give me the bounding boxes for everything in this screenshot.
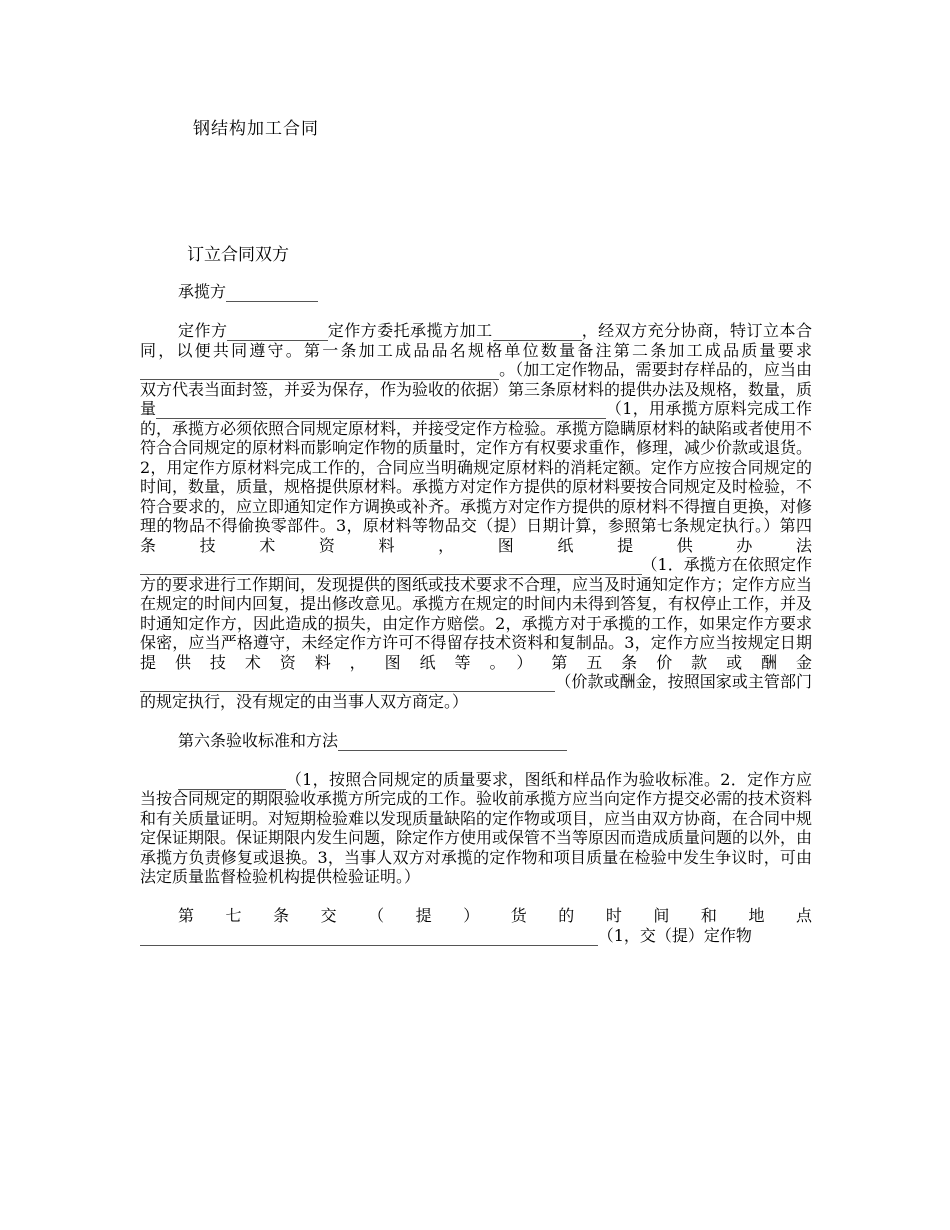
material-blank <box>156 399 606 419</box>
article-7-blank <box>140 926 598 946</box>
article-6-line <box>140 731 812 751</box>
clause-text-3: （1，用承揽方原料完成工作的，承揽方必须依照合同规定原材料，并接受定作方检验。承揽方隐瞒原材料的缺陷或者使用不符合合同规定的原材料而影响定作物的质量时，定作方有权要求重作，修理，减少价款或退货。2，用定作方原材料完成工作的，合同应当明确规定原材料的消耗定额。定作方应按合同规定的时间，数量，质量，规格提供原材料。承揽方对定作方提供的原材料要按合同规定及时检验，不符合要求的，应立即通知定作方调换或补齐。承揽方对定作方提供的原材料不得擅自更换，对修理的物品不得偷换零部件。3，原材料等物品交（提）日期计算，参照第七条规定执行。）第四条技术资料，图纸提供办法 <box>140 399 813 555</box>
entrust-text: 定作方委托承揽方加工 <box>327 321 493 340</box>
article-6-blank <box>338 731 567 751</box>
contractor-label: 承揽方 <box>178 282 227 301</box>
item-blank <box>493 321 582 341</box>
clause-text-5: （价款或酬金，按照国家或主管部门的规定执行，没有规定的由当事人双方商定。） <box>140 672 812 711</box>
article-6-label: 第六条验收标准和方法 <box>178 730 339 750</box>
article-6-blank-2 <box>178 770 286 790</box>
quality-blank <box>140 360 499 380</box>
article-7-text: （1，交（提）定作物 <box>597 925 752 945</box>
price-blank <box>140 672 555 692</box>
client-label: 定作方 <box>178 321 228 340</box>
drawings-blank <box>140 555 642 575</box>
paragraph-main <box>140 321 812 711</box>
article-6-paragraph <box>140 770 812 887</box>
clause-text-4: （1．承揽方在依照定作方的要求进行工作期间，发现提供的图纸或技术要求不合理，应当及时通知定作方；定作方应当在规定的时间内回复，提出修改意见。承揽方在规定的时间内未得到答复，有权停止工作，并及时通知定作方，因此造成的损失，由定作方赔偿。2，承揽方对于承揽的工作，如果定作方要求保密，应当严格遵守，未经定作方许可不得留存技术资料和复制品。3，定作方应当按规定日期提供技术资料，图纸等。）第五条价款或酬金 <box>140 555 813 672</box>
clause-text-2: 。（加工定作物品，需要封存样品的，应当由双方代表当面封签，并妥为保存，作为验收的依据）第三条原材料的提供办法及规格，数量，质量 <box>140 360 813 418</box>
client-blank <box>227 321 327 341</box>
contractor-blank <box>226 282 318 302</box>
article-6-text: （1，按照合同规定的质量要求，图纸和样品作为验收标准。2．定作方应当按合同规定的期限验收承揽方所完成的工作。验收前承揽方应当向定作方提交必需的技术资料和有关质量证明。对短期检验难以发现质量缺陷的定作物或项目，应当由双方协商，在合同中规定保证期限。保证期限内发生问题，除定作方使用或保管不当等原因而造成质量问题的以外，由承揽方负责修复或退换。3，当事人双方对承揽的定作物和项目质量在检验中发生争议时，可由法定质量监督检验机构提供检验证明。） <box>140 769 813 886</box>
article-7-label: 第七条交（提）货的时间和地点 <box>178 906 812 925</box>
parties-heading: 订立合同双方 <box>187 245 289 265</box>
contractor-line <box>140 282 812 302</box>
contract-body <box>140 282 812 945</box>
article-7-paragraph <box>140 906 812 945</box>
clause-text-1: ，经双方充分协商，特订立本合同，以便共同遵守。第一条加工成品品名规格单位数量备注第二条加工成品质量要求 <box>140 321 812 360</box>
document-title: 钢结构加工合同 <box>193 119 319 139</box>
